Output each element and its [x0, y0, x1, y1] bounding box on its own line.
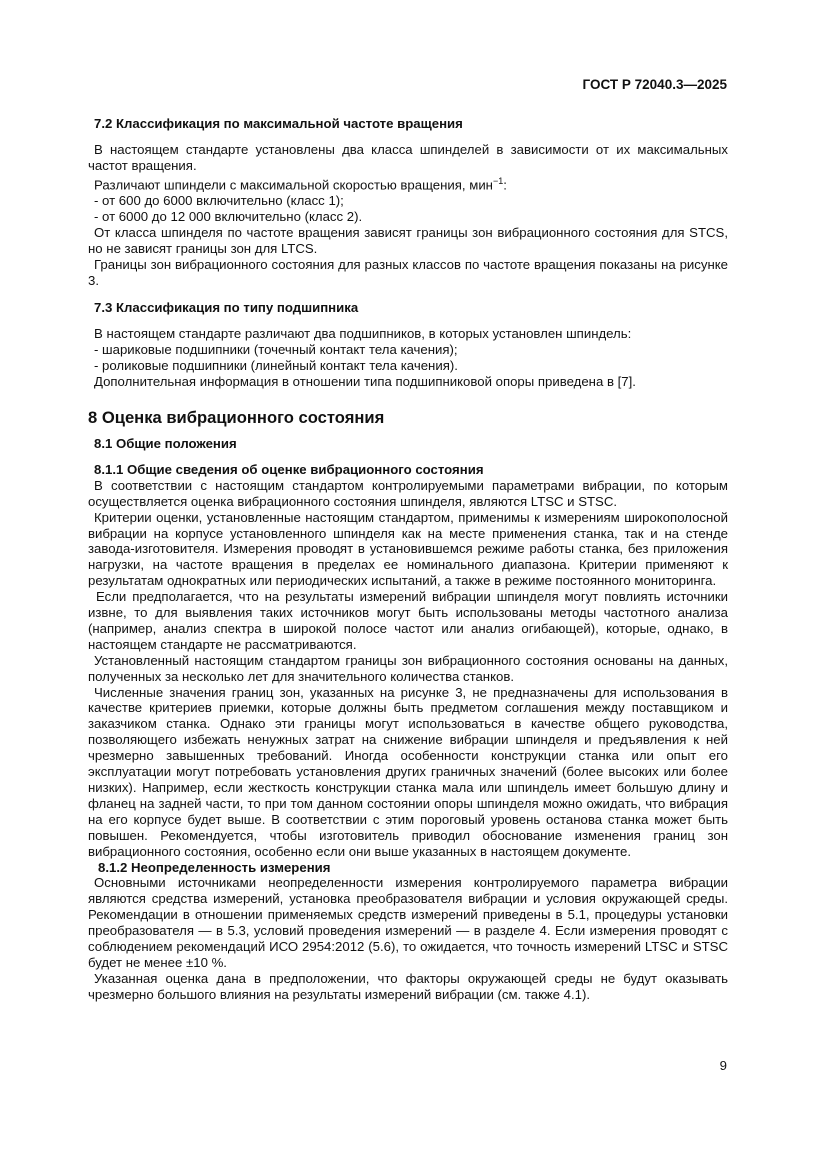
- paragraph: Критерии оценки, установленные настоящим стандартом, применимы к измерениям широкополосной вибрации на корпусе установленного шпинделя как на месте применения станка, так и на стенде завода-изготовителя. Измерения проводят в установившемся режиме работы станка, без приложения нагрузки, на частоте вращения в пределах ее номинального диапазона. Критерии применяют к результатам однократных или периодических испытаний, а также в режиме постоянного мониторинга.: [88, 509, 728, 589]
- list-item: - роликовые подшипники (линейный контакт тела качения).: [94, 358, 458, 374]
- paragraph: Дополнительная информация в отношении типа подшипниковой опоры приведена в [7].: [94, 374, 636, 390]
- paragraph: В настоящем стандарте различают два подшипников, в которых установлен шпиндель:: [94, 326, 632, 342]
- paragraph: Если предполагается, что на результаты измерений вибрации шпинделя могут повлиять источники извне, то для выявления таких источников могут быть использованы методы частотного анализа (например, анализ спектра в широкой полосе частот или анализ огибающей), которые, однако, в настоящем стандарте не рассматриваются.: [88, 589, 728, 652]
- paragraph: От класса шпинделя по частоте вращения зависят границы зон вибрационного состояния для STCS, но не зависят границы зон для LTCS.: [88, 224, 728, 256]
- paragraph: В настоящем стандарте установлены два класса шпинделей в зависимости от их максимальных частот вращения.: [88, 141, 728, 173]
- paragraph-text: Различают шпиндели с максимальной скоростью вращения, мин: [94, 177, 493, 193]
- document-code-header: ГОСТ Р 72040.3—2025: [582, 77, 727, 92]
- section-8-title: 8 Оценка вибрационного состояния: [88, 407, 385, 427]
- paragraph-text: :: [503, 177, 507, 193]
- paragraph: Установленный настоящим стандартом границы зон вибрационного состояния основаны на данных, полученных за несколько лет для значительного количества станков.: [88, 652, 728, 684]
- paragraph: В соответствии с настоящим стандартом контролируемыми параметрами вибрации, по которым осуществляется оценка вибрационного состояния шпинделя, являются LTSC и STSC.: [88, 477, 728, 509]
- section-8-1-title: 8.1 Общие положения: [94, 435, 237, 451]
- page-number: 9: [719, 1058, 727, 1073]
- list-item: - от 600 до 6000 включительно (класс 1);: [94, 193, 344, 209]
- paragraph: Основными источниками неопределенности измерения контролируемого параметра вибрации являются средства измерений, установка преобразователя вибрации и условия окружающей среды. Рекомендации в отношении применяемых средств измерений приведены в 5.1, процедуры установки преобразователя — в 5.3, условий проведения измерений — в разделе 4. Если измерения проводят с соблюдением рекомендаций ИСО 2954:2012 (5.6), то ожидается, что точность измерений LTSC и STSC будет не менее ±10 %.: [88, 875, 728, 970]
- list-item: - от 6000 до 12 000 включительно (класс 2).: [94, 208, 363, 224]
- paragraph: Указанная оценка дана в предположении, что факторы окружающей среды не будут оказывать чрезмерно большого влияния на результаты измерений вибрации (см. также 4.1).: [88, 970, 728, 1002]
- section-8-1-2-title: 8.1.2 Неопределенность измерения: [98, 859, 331, 875]
- paragraph: Численные значения границ зон, указанных на рисунке 3, не предназначены для использования в качестве критериев приемки, которые должны быть предметом соглашения между поставщиком и заказчиком станка. Однако эти границы могут использоваться в качестве общего руководства, позволяющего избежать ненужных затрат на снижение вибрации шпинделя и предъявления к ней чрезмерно завышенных требований. Иногда особенности конструкции станка или опыт его эксплуатации могут потребовать установления других граничных значений (более высоких или более низких). Например, если жесткость конструкции станка мала или шпиндель имеет большую длину и фланец на задней части, то при том данном состоянии опоры шпинделя можно ожидать, что вибрация на его корпусе будет выше. В соответствии с этим пороговый уровень останова станка может быть повышен. Рекомендуется, чтобы изготовитель приводил обоснование изменения границ зон вибрационного состояния, особенно если они выше указанных в настоящем документе.: [88, 684, 728, 859]
- section-8-1-1-title: 8.1.1 Общие сведения об оценке вибрационного состояния: [94, 461, 484, 477]
- list-item: - шариковые подшипники (точечный контакт тела качения);: [94, 342, 458, 358]
- superscript: −1: [492, 175, 504, 186]
- page-content: [88, 116, 728, 1003]
- section-7-2-title: 7.2 Классификация по максимальной частоте вращения: [94, 116, 463, 131]
- paragraph: Границы зон вибрационного состояния для разных классов по частоте вращения показаны на рисунке 3.: [88, 256, 728, 288]
- paragraph: [88, 174, 728, 193]
- section-7-3-title: 7.3 Классификация по типу подшипника: [94, 300, 359, 316]
